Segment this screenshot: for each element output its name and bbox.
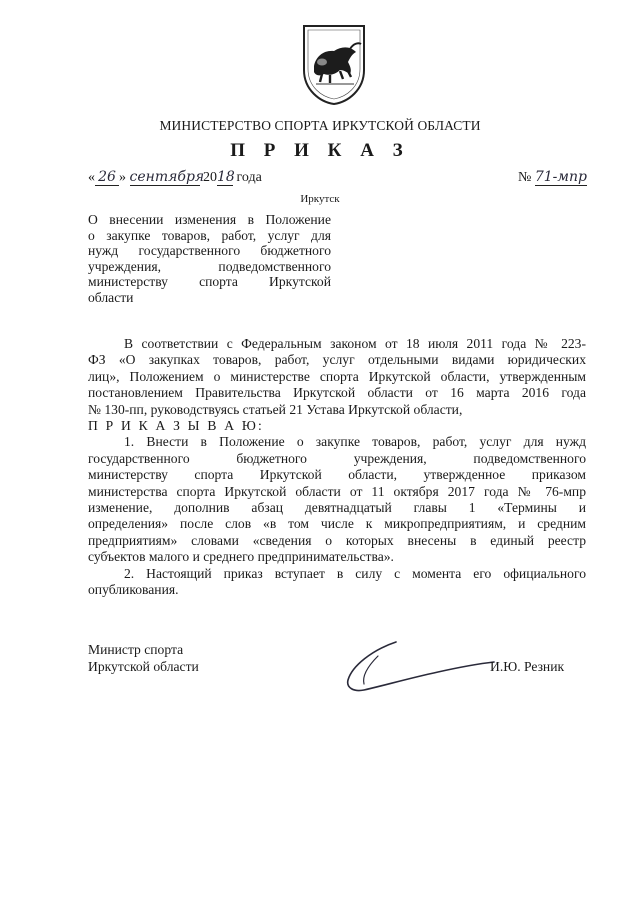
number-value: 71-мпр [534, 169, 587, 185]
item1-line: предприятиям» словами «сведения о которых внесены в единый реестр [88, 532, 586, 548]
date-year-prefix: 20 [203, 170, 217, 185]
subject-line: учреждения, подведомственного [88, 258, 331, 274]
item1-line: министерству спорта Иркутской области, утвержденное приказом [88, 467, 586, 483]
coat-of-arms-emblem [300, 22, 368, 106]
preamble-line: постановлением Правительства Иркутской области от 16 марта 2016 года [88, 385, 586, 401]
item1-line: государственного бюджетного учреждения, подведомственного [88, 450, 586, 466]
date-year-suffix: 18 [217, 169, 235, 185]
item2-line: опубликования. [88, 582, 179, 598]
subject-line: нужд государственного бюджетного [88, 243, 331, 259]
date-open-quote: « [88, 170, 95, 185]
subject-line: министерству спорта Иркутской [88, 274, 331, 290]
subject-line: О внесении изменения в Положение [88, 212, 331, 227]
preamble-line: № 130-пп, руководствуясь статьей 21 Устава Иркутской области, [88, 401, 463, 417]
order-subject [88, 212, 331, 306]
signer-name: И.Ю. Резник [490, 659, 565, 674]
item2-line: 2. Настоящий приказ вступает в силу с момента его официального [124, 565, 586, 581]
signer-position-line: Министр спорта [88, 642, 184, 657]
date-month: сентября [129, 169, 205, 185]
item1-line: 1. Внести в Положение о закупке товаров, работ, услуг для нужд [124, 434, 586, 450]
number-sign: № [518, 170, 532, 185]
order-body [88, 336, 586, 599]
order-date [88, 170, 262, 186]
order-number [518, 170, 587, 186]
item1-line: определения» после слов «в том числе к микропредприятиям, и средним [88, 516, 586, 532]
date-day: 26 [95, 170, 119, 186]
date-close-quote: » [119, 170, 126, 185]
subject-line: области [88, 289, 134, 305]
signer-position [88, 641, 199, 675]
item1-line: министерства спорта Иркутской области от 11 октября 2017 года № 76-мпр [88, 483, 586, 499]
subject-line: о закупке товаров, работ, услуг для [88, 227, 331, 243]
city-name: Иркутск [300, 193, 340, 205]
item1-line: субъектов малого и среднего предпринимательства». [88, 549, 394, 565]
preamble-line: лиц», Положением о министерстве спорта Иркутской области, утвержденным [88, 368, 586, 384]
preamble-line: ФЗ «О закупках товаров, работ, услуг отдельными видами юридических [88, 352, 586, 368]
date-suffix: года [236, 170, 262, 185]
preamble-line: В соответствии с Федеральным законом от 18 июля 2011 года № 223- [124, 336, 586, 351]
handwritten-signature [338, 636, 498, 698]
ministry-name: МИНИСТЕРСТВО СПОРТА ИРКУТСКОЙ ОБЛАСТИ [159, 118, 481, 133]
document-type-title: П Р И К А З [230, 140, 410, 161]
signer-position-line: Иркутской области [88, 659, 199, 674]
order-directive-word: П Р И К А З Ы В А Ю: [88, 418, 264, 434]
item1-line: изменение, дополнив абзац девятнадцатый главы 1 «Термины и [88, 500, 586, 516]
